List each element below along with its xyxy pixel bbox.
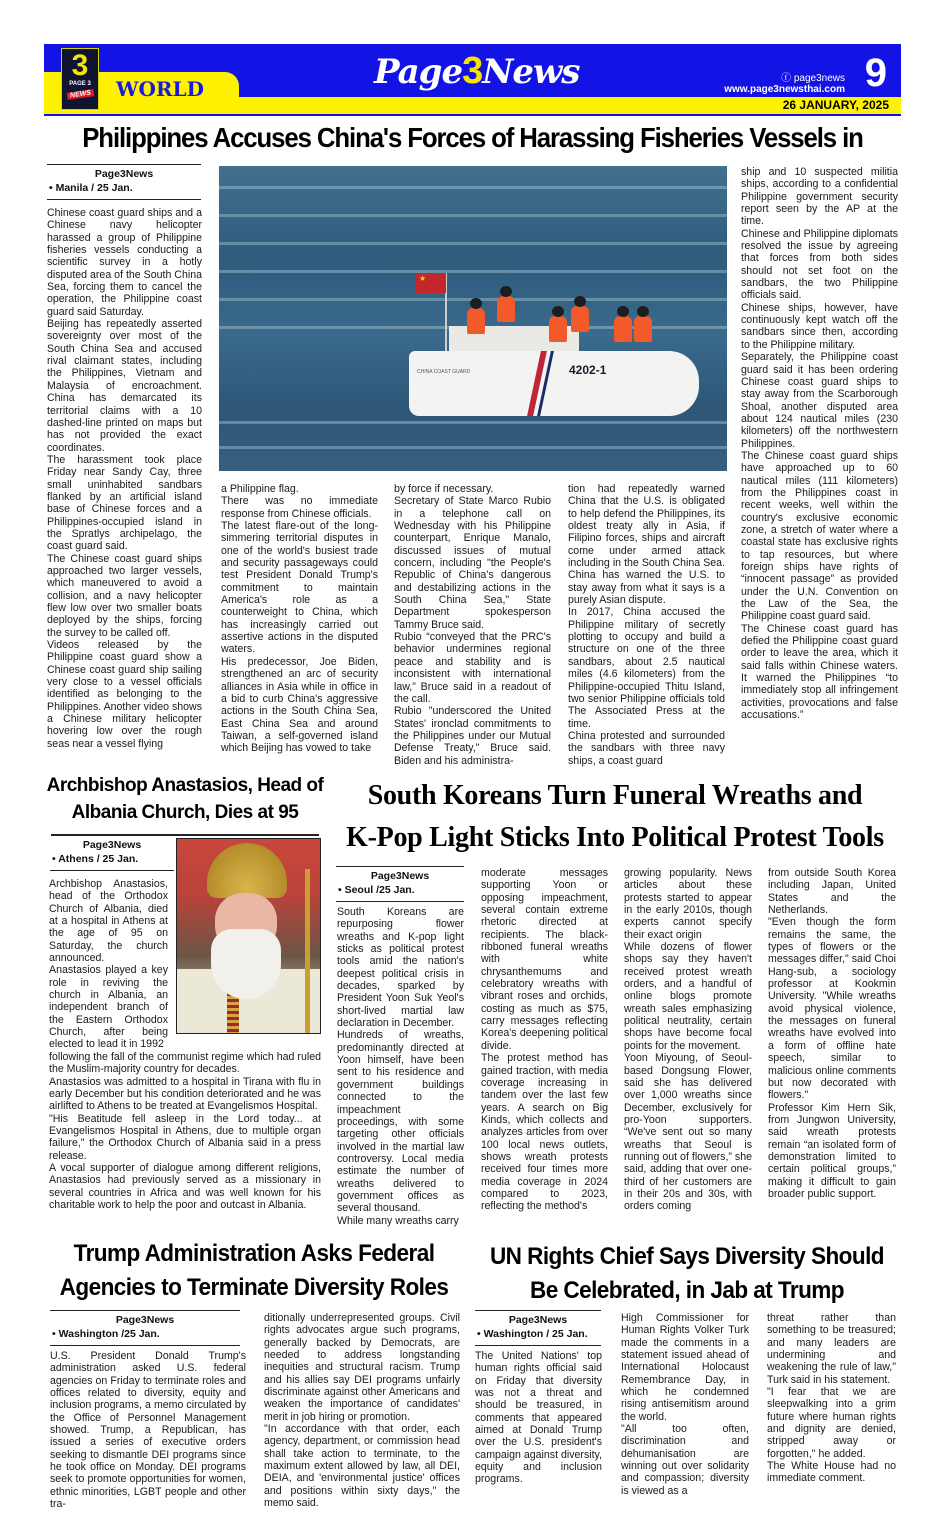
mitre (207, 843, 287, 898)
philippines-column-2 (221, 483, 378, 755)
paragraph: Videos released by the Philippine coast guard show a Chinese coast guard ship sailing very close to a vessel officials identified as belonging to the Philippines. Another video shows a Chinese military helicopter hovering low over the rough seas near a vessel flying (47, 639, 202, 750)
crew-member (549, 316, 567, 342)
paragraph: "Even though the form remains the same, the types of flowers or the messages differ," said Choi Hang-sub, a sociology professor at Kookmin University. "While wreaths avoid physical violence, the messages on funeral wreaths have evolved into a form of offline hate speech, similar to malicious online comments but now decorated with flowers." (768, 916, 896, 1102)
byline-location: • Manila / 25 Jan. (49, 182, 133, 194)
paragraph: Separately, the Philippine coast guard said it has been ordering Chinese coast guard ships to stay away from the Scarborough Shoal, another disputed area about 124 nautical miles (230 kilometers) off the northwestern Philippines. (741, 351, 898, 450)
facebook-icon: ⓕ (781, 73, 794, 84)
philippines-column-5 (741, 166, 898, 721)
headline-trump: Trump Administration Asks Federal Agencies to Terminate Diversity Roles (59, 1240, 449, 1301)
newspaper-title (374, 50, 580, 93)
logo-number: 3 (71, 49, 89, 82)
paragraph: China protested and surrounded the sandbars with three navy ships, a coast guard (568, 729, 725, 767)
byline-location: • Seoul /25 Jan. (338, 884, 415, 896)
byline-un (475, 1310, 601, 1346)
masthead (44, 44, 901, 116)
philippines-column-1 (47, 207, 202, 750)
philippines-column-4 (568, 483, 725, 767)
paragraph: A vocal supporter of dialogue among different religions, Anastasios had previously served as a missionary in several countries in Africa and was well known for his charitable work to help the poor and outcast in Albania. (49, 1162, 321, 1212)
byline-trump (50, 1310, 240, 1346)
photo-china-coast-guard-boat (219, 166, 727, 471)
paragraph: ship and 10 suspected militia ships, according to a confidential Philippine government security report seen by the AP at the time. (741, 166, 898, 228)
crew-member (614, 316, 632, 342)
philippines-column-3 (394, 483, 551, 767)
paragraph: Archbishop Anastasios, head of the Orthodox Church of Albania, died at a hospital in Athens at the age of 95 on Saturday, the church announced. (49, 878, 168, 965)
logo-badge: NEWS (66, 89, 94, 100)
page-number: 9 (864, 51, 887, 95)
section-label: WORLD (116, 77, 204, 101)
paragraph: Anastasios played a key role in reviving the church in Albania, an independent branch of the Eastern Orthodox Church, after being elected to lead it in 1992 (49, 964, 168, 1051)
paragraph: The Chinese coast guard ships have approached up to 60 nautical miles (111 kilometers) from the Philippines coast in recent weeks, well within the country's exclusive economic zone, a stretch of water where a coastal state has exclusive rights to tap resources, but where foreign ships have rights of “innocent passage” as provided under the U.N. Convention on the Law of the Sea, the Philippine coast guard said. (741, 449, 898, 623)
un-column-1 (475, 1350, 602, 1486)
trump-column-2 (264, 1312, 460, 1510)
paragraph: The United Nations' top human rights official said on Friday that diversity was not a threat and should be treasured, in comments that appeared aimed at Donald Trump over the U.S. president's campaign against diversity, equity and inclusion programs. (475, 1350, 602, 1486)
byline-source: Page3News (370, 870, 430, 882)
archbishop-column-wide (49, 1051, 321, 1211)
paragraph: The Chinese coast guard ships approached two larger vessels, which maneuvered to avoid a collision, and a navy helicopter flew low over two smaller boats deployed by the ships, forcing the survey to be called off. (47, 552, 202, 639)
paragraph: ditionally underrepresented groups. Civil rights advocates argue such programs, generally backed by Democrats, are needed to address longstanding inequities and structural racism. Trump and his allies say DEI programs unfairly discriminate against other Americans and weaken the importance of candidates' merit in job hiring or promotion. (264, 1312, 460, 1423)
byline-source: Page3News (115, 1314, 175, 1326)
brand-right: News (482, 52, 580, 92)
crew-member (497, 296, 515, 322)
paragraph: The White House had no immediate comment. (767, 1460, 896, 1485)
website-url: www.page3newsthai.com (724, 84, 845, 95)
byline-location: • Washington /25 Jan. (52, 1328, 160, 1340)
paragraph: While dozens of flower shops say they haven't received protest wreath orders, and a handful of online blogs promote wreath sales emphasizing political neutrality, certain shops have become focal points for the movement. (624, 941, 752, 1052)
archbishop-column-narrow (49, 878, 168, 1051)
korea-column-3 (624, 867, 752, 1213)
paragraph: "All too often, discrimination and dehumanisation are winning out over solidarity and compassion; diversity is viewed as a (621, 1423, 749, 1497)
china-flag-icon (416, 273, 446, 293)
korea-column-1 (337, 906, 464, 1227)
paragraph: growing popularity. News articles about these protests started to appear in the early 2010s, though experts cannot specify their exact origin (624, 867, 752, 941)
brand-left: Page (374, 52, 463, 92)
paragraph: "His Beatitude fell asleep in the Lord today... at Evangelismos Hospital in Athens, due to multiple organ failure," the Orthodox Church of Albania said in a press release. (49, 1112, 321, 1162)
photo-archbishop-anastasios (176, 838, 321, 1034)
issue-date: 26 JANUARY, 2025 (782, 98, 889, 112)
crew-member (467, 308, 485, 334)
paragraph: There was no immediate response from Chinese officials. (221, 495, 378, 520)
headline-philippines: Philippines Accuses China's Forces of Harassing Fisheries Vessels in (82, 122, 863, 153)
korea-column-4 (768, 867, 896, 1200)
byline-source: Page3News (508, 1314, 568, 1326)
logo-text: PAGE 3 (69, 81, 91, 87)
byline-archbishop (50, 836, 174, 871)
un-column-3 (767, 1312, 896, 1485)
byline-source: Page3News (94, 168, 154, 180)
paragraph: Beijing has repeatedly asserted sovereignty over most of the South China Sea and accused rival claimant states, including the Philippines, Vietnam and Malaysia of encroachment. China has demarcated its territorial claims with a 10 dashed-line printed on maps but has not provided the exact coordinates. (47, 318, 202, 454)
paragraph: "In accordance with that order, each agency, department, or commission head shall take action to terminate, to the maximum extent allowed by law, all DEI, DEIA, and 'environmental justice' offices and positions within sixty days," the memo said. (264, 1423, 460, 1510)
boat-number: 4202-1 (569, 363, 607, 377)
boat-hull (409, 351, 699, 416)
paragraph: by force if necessary. (394, 483, 494, 495)
paragraph: Chinese coast guard ships and a Chinese navy helicopter harassed a group of Philippine fisheries vessels conducting a scientific survey in a hotly disputed area of the South China Sea, forcing them to cancel the operation, the Philippine coast guard said Saturday. (47, 207, 202, 318)
paragraph: following the fall of the communist regime which had ruled the Muslim-majority country for decades. (49, 1051, 321, 1076)
trump-column-1 (50, 1350, 246, 1510)
facebook-handle (781, 69, 845, 84)
paragraph: South Koreans are repurposing flower wreaths and K-pop light sticks as political protest tools amid the nation's deepest political crisis in decades, sparked by President Yoon Suk Yeol's short-lived martial law declaration in December. (337, 906, 464, 1030)
paragraph: High Commissioner for Human Rights Volker Turk made the comments in a statement issued ahead of International Holocaust Remembrance Day, in which he condemned rising antisemitism around the world. (621, 1312, 749, 1423)
paragraph: Anastasios was admitted to a hospital in Tirana with flu in early December but his condition deteriorated and he was airlifted to Athens to be treated at Evangelismos Hospital. (49, 1075, 321, 1113)
facebook-label: page3news (793, 73, 845, 84)
paragraph: a Philippine flag. (221, 483, 299, 495)
paragraph: Secretary of State Marco Rubio in a telephone call on Wednesday with his Philippine counterpart, Enrique Manalo, discussed issues of mutual concern, including "the People's Republic of China's dangerous and destabilizing actions in the South China Sea," State Department spokesperson Tammy Bruce said. (394, 495, 551, 631)
paragraph: Chinese ships, however, have continuously kept watch off the sandbars since then, according to the Philippine military. (741, 301, 898, 351)
paragraph: moderate messages supporting Yoon or opposing impeachment, several contain extreme rhetoric directed at recipients. The black-ribboned funeral wreaths with white chrysanthemums and celebratory wreaths with vibrant roses and orchids, costing as much as $75, carry messages reflecting Korea's deepening political divide. (481, 867, 608, 1052)
paragraph: The protest method has gained traction, with media coverage increasing in tandem over the last few years. A search on Big Kinds, which collects and analyzes articles from over 100 local news outlets, shows wreath protests received four times more media coverage in 2024 compared to 2023, reflecting the method's (481, 1052, 608, 1213)
paragraph: from outside South Korea including Japan, United States and the Netherlands. (768, 867, 896, 917)
paragraph: Rubio “conveyed that the PRC's behavior undermines regional peace and stability and is inconsistent with international law,” Bruce said in a readout of the call. (394, 631, 551, 705)
un-column-2 (621, 1312, 749, 1497)
paragraph: The Chinese coast guard has defied the Philippine coast guard order to leave the area, which it said falls within Chinese waters. It warned the Philippines “to immediately stop all infringement activities, provocations and false accusations.” (741, 622, 898, 722)
headline-un: UN Rights Chief Says Diversity Should Be Celebrated, in Jab at Trump (489, 1243, 885, 1304)
byline-location: • Athens / 25 Jan. (52, 853, 139, 865)
headline-line-2: K-Pop Light Sticks Into Political Protest Tools (346, 822, 884, 853)
headline-line-1: South Koreans Turn Funeral Wreaths and (367, 780, 863, 811)
byline-korea (336, 866, 464, 902)
paragraph: tion had repeatedly warned China that the U.S. is obligated to help defend the Philippines, its oldest treaty ally in Asia, if Filipino forces, ships and aircraft come under armed attack including in the South China Sea. China has warned the U.S. to stay away from what it says is a purely Asian dispute. (568, 483, 725, 607)
page3-logo (61, 48, 99, 110)
paragraph: Yoon Miyoung, of Seoul-based Dongsung Flower, said she has delivered over 1,000 wreaths since December, exclusively for pro-Yoon supporters. “We've sent out so many wreaths that Seoul is running out of flowers,” she said, adding that over one-third of her customers are in their 20s and 30s, with orders coming (624, 1052, 752, 1213)
byline-location: • Washington / 25 Jan. (477, 1328, 588, 1340)
paragraph: Chinese and Philippine diplomats resolved the issue by agreeing that forces from both sides should not set foot on the sandbars, the two Philippine officials said. (741, 227, 898, 302)
byline-philippines (47, 164, 201, 200)
paragraph: In 2017, China accused the Philippine military of secretly plotting to occupy and build a structure on one of the three sandbars, about 2.5 nautical miles (4.6 kilometers) from the Philippine-occupied Thitu Island, two senior Philippine officials told The Associated Press at the time. (568, 606, 725, 730)
brand-number: 3 (462, 50, 483, 92)
paragraph: While many wreaths carry (337, 1214, 459, 1227)
crew-member (634, 316, 652, 342)
headline-korea (330, 775, 900, 859)
crew-member (571, 306, 589, 332)
paragraph: threat rather than something to be treasured; and many leaders are undermining and weakening the rule of law," Turk said in his statement. (767, 1312, 896, 1386)
paragraph: Rubio "underscored the United States' ironclad commitments to the Philippines under our Mutual Defense Treaty," Bruce said. Biden and his administra- (394, 705, 551, 767)
paragraph: The harassment took place Friday near Sandy Cay, three small uninhabited sandbars flanked by an artificial island base of Chinese forces and a Philippines-occupied island in the Spratlys archipelago, the coast guard said. (47, 453, 202, 553)
paragraph: "I fear that we are sleepwalking into a grim future where human rights and dignity are denied, stripped away or forgotten," he added. (767, 1386, 896, 1460)
byline-source: Page3News (82, 839, 142, 851)
korea-column-2 (481, 867, 608, 1213)
boat-label: CHINA COAST GUARD (417, 369, 471, 375)
masthead-rule (44, 114, 901, 116)
paragraph: Professor Kim Hern Sik, from Jungwon University, said wreath protests remain “an isolated form of demonstration limited to certain political groups,” making it difficult to gain broader public support. (768, 1101, 896, 1200)
paragraph: U.S. President Donald Trump's administration asked U.S. federal agencies on Friday to terminate roles and offices related to diversity, equity and inclusion programs, a memo circulated by the Office of Personnel Management showed. Trump, a Republican, has issued a series of executive orders seeking to dismantle DEI programs since he took office on Monday. DEI programs seek to promote opportunities for women, ethnic minorities, LGBT people and other tra- (50, 1350, 246, 1511)
paragraph: The latest flare-out of the long-simmering territorial disputes in one of the world's busiest trade and security passageways could test President Donald Trump's commitment to maintain America's role as a counterweight to China, which has increasingly carried out assertive actions in the disputed waters. (221, 520, 378, 656)
staff (305, 869, 310, 1034)
paragraph: His predecessor, Joe Biden, strengthened an arc of security alliances in Asia while in office in a bid to curb China's aggressive actions in the South China Sea, East China Sea and around Taiwan, a self-governed island which Beijing has vowed to take (221, 655, 378, 755)
paragraph: Hundreds of wreaths, predominantly directed at Yoon himself, have been sent to his residence and government buildings connected to the impeachment proceedings, with some targeting other officials involved in the martial law controversy. Local media estimate the number of wreaths delivered to government offices as several thousand. (337, 1029, 464, 1215)
beard (211, 929, 281, 999)
headline-archbishop: Archbishop Anastasios, Head of Albania Church, Dies at 95 (46, 775, 324, 823)
